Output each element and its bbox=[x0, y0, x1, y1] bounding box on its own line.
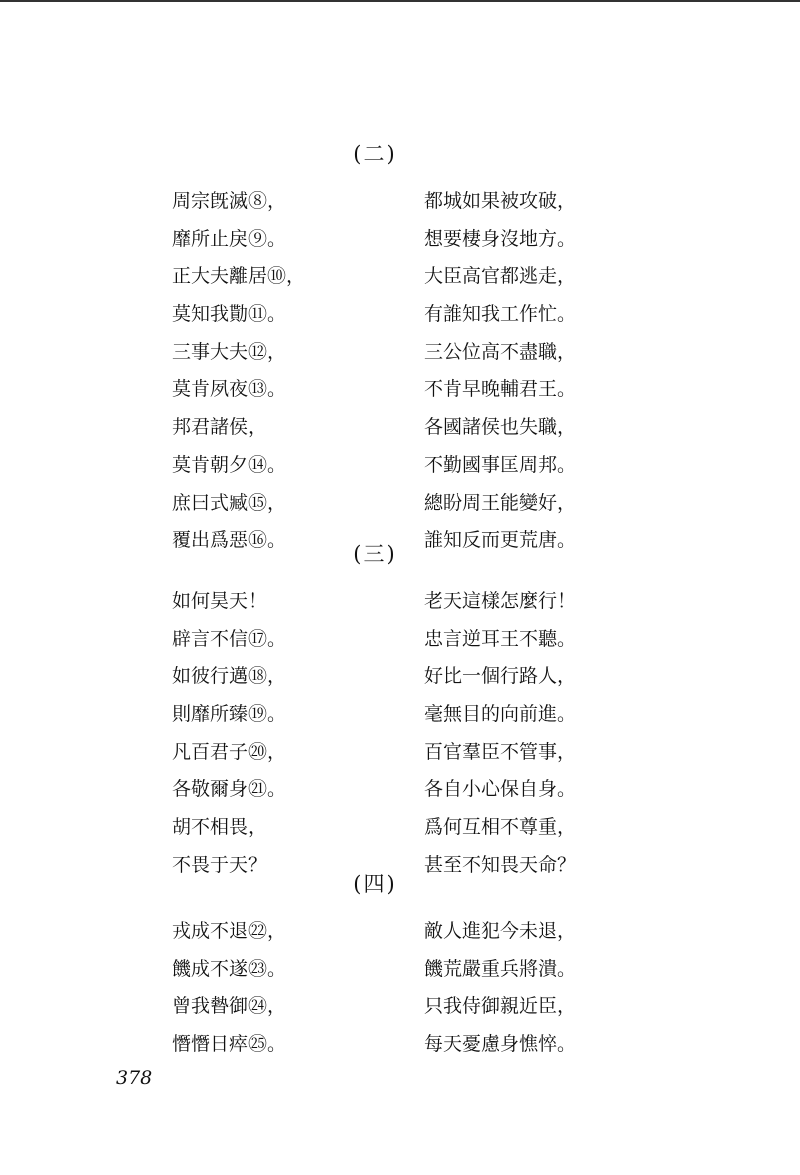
original-line: 正大夫離居⑩， bbox=[172, 265, 306, 288]
translation-line: 三公位高不盡職， bbox=[424, 340, 577, 363]
translation-line: 總盼周王能變好， bbox=[424, 491, 577, 514]
original-line: 不畏于天？ bbox=[172, 853, 268, 876]
original-line: 辟言不信⑰。 bbox=[172, 627, 287, 650]
section-4-translation-column bbox=[424, 913, 704, 1064]
original-line: 則靡所臻⑲。 bbox=[172, 703, 287, 726]
original-line: 莫知我勩⑪。 bbox=[172, 303, 287, 326]
top-border-rule bbox=[0, 0, 800, 2]
translation-line: 老天這樣怎麼行！ bbox=[424, 590, 577, 612]
translation-line: 各自小心保自身。 bbox=[424, 778, 577, 801]
translation-line: 忠言逆耳王不聽。 bbox=[424, 627, 577, 650]
translation-line: 爲何互相不尊重， bbox=[424, 816, 577, 839]
translation-line: 甚至不知畏天命？ bbox=[424, 853, 577, 876]
section-heading-4: (四) bbox=[353, 872, 397, 896]
translation-line: 誰知反而更荒唐。 bbox=[424, 529, 577, 552]
original-line: 覆出爲惡⑯。 bbox=[172, 529, 287, 552]
translation-line: 想要棲身沒地方。 bbox=[424, 227, 577, 250]
original-line: 三事大夫⑫， bbox=[172, 340, 287, 363]
translation-line: 都城如果被攻破， bbox=[424, 190, 577, 212]
original-line: 如彼行邁⑱， bbox=[172, 665, 287, 688]
original-line: 憯憯日瘁㉕。 bbox=[172, 1033, 287, 1056]
original-line: 莫肯朝夕⑭。 bbox=[172, 453, 287, 476]
original-line: 如何昊天！ bbox=[172, 590, 268, 612]
original-line: 饑成不遂㉓。 bbox=[172, 957, 287, 980]
section-2-original-column bbox=[172, 183, 382, 560]
section-3-translation-column bbox=[424, 583, 704, 885]
original-line: 戎成不退㉒， bbox=[172, 920, 287, 942]
translation-line: 不肯早晚輔君王。 bbox=[424, 378, 577, 401]
section-heading-2: (二) bbox=[353, 142, 397, 166]
translation-line: 毫無目的向前進。 bbox=[424, 703, 577, 726]
translation-line: 不勤國事匡周邦。 bbox=[424, 453, 577, 476]
translation-line: 饑荒嚴重兵將潰。 bbox=[424, 957, 577, 980]
translation-line: 只我侍御親近臣， bbox=[424, 995, 577, 1018]
section-3-original-column bbox=[172, 583, 382, 885]
translation-line: 敵人進犯今未退， bbox=[424, 920, 577, 942]
section-heading-3: (三) bbox=[353, 542, 397, 566]
original-line: 庶曰式臧⑮， bbox=[172, 491, 287, 514]
original-line: 莫肯夙夜⑬。 bbox=[172, 378, 287, 401]
section-4-original-column bbox=[172, 913, 382, 1064]
translation-line: 好比一個行路人， bbox=[424, 665, 577, 688]
translation-line: 各國諸侯也失職， bbox=[424, 416, 577, 439]
section-2-translation-column bbox=[424, 183, 704, 560]
original-line: 曾我暬御㉔， bbox=[172, 995, 287, 1018]
original-line: 各敬爾身㉑。 bbox=[172, 778, 287, 801]
original-line: 邦君諸侯， bbox=[172, 416, 268, 439]
original-line: 胡不相畏， bbox=[172, 816, 268, 839]
original-line: 凡百君子⑳， bbox=[172, 740, 287, 763]
original-line: 周宗旣滅⑧， bbox=[172, 190, 287, 212]
page-number: 378 bbox=[116, 1067, 153, 1089]
translation-line: 每天憂慮身憔悴。 bbox=[424, 1033, 577, 1056]
translation-line: 有誰知我工作忙。 bbox=[424, 303, 577, 326]
translation-line: 大臣高官都逃走， bbox=[424, 265, 577, 288]
original-line: 靡所止戾⑨。 bbox=[172, 227, 287, 250]
translation-line: 百官羣臣不管事， bbox=[424, 740, 577, 763]
